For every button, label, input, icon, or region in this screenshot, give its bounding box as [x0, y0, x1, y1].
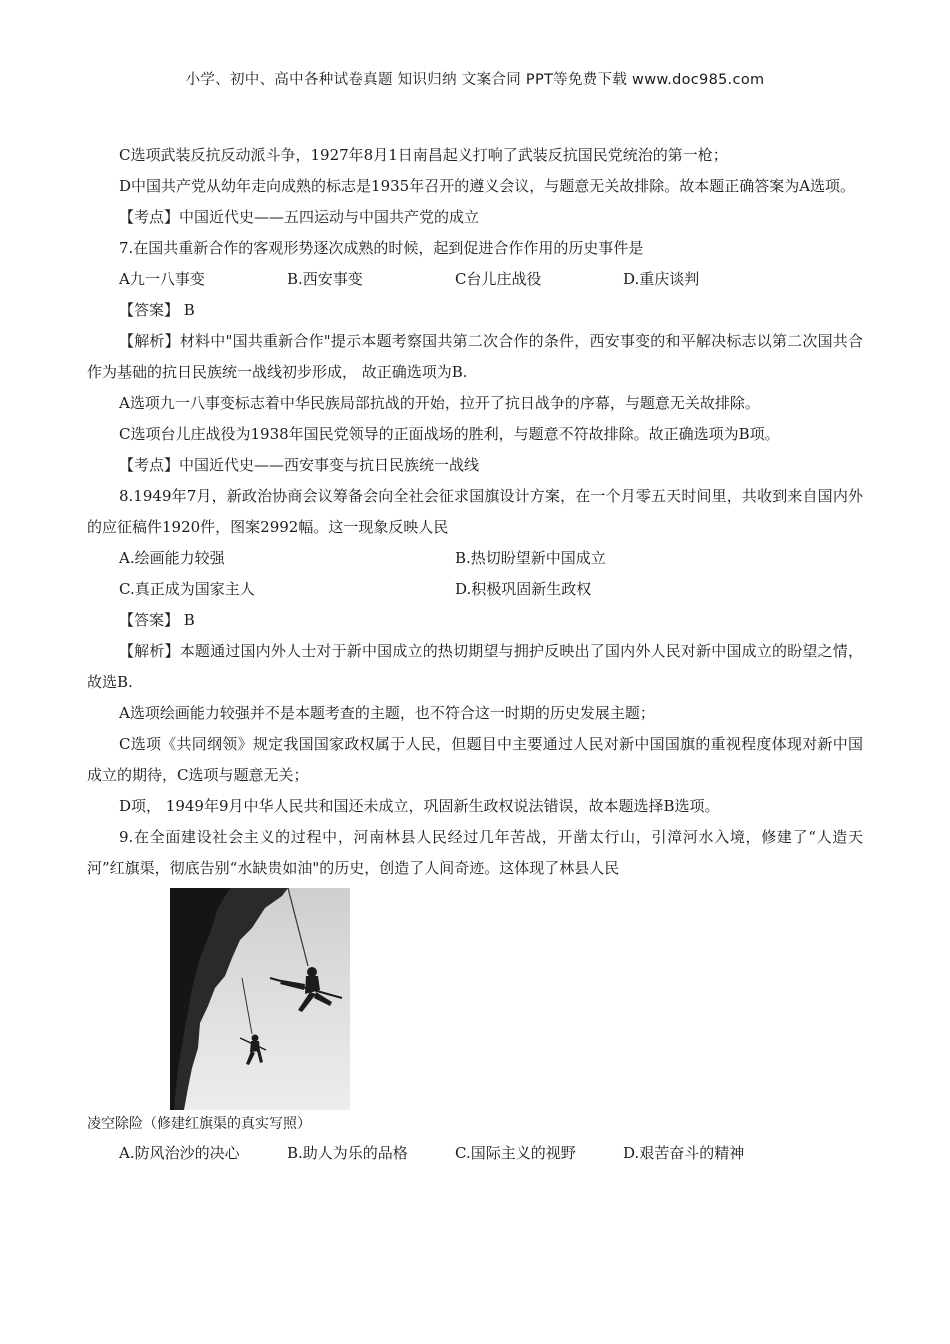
q6-kaodian: 【考点】中国近代史——五四运动与中国共产党的成立: [119, 208, 480, 226]
q7-kaodian: 【考点】中国近代史——西安事变与抗日民族统一战线: [119, 456, 480, 474]
q8-option-d-explanation: D项， 1949年9月中华人民共和国还未成立，巩固新生政权说法错误，故本题选择B选项。: [119, 797, 720, 815]
q7-options: [87, 264, 863, 295]
q8-options-row2: [87, 574, 863, 605]
q6-option-d-explanation: D中国共产党从幼年走向成熟的标志是1935年召开的遵义会议，与题意无关故排除。故本题正确答案为A选项。: [119, 177, 856, 195]
document-body: [87, 140, 863, 1169]
q9-options: [87, 1138, 863, 1169]
q9-option-d: D.艰苦奋斗的精神: [623, 1144, 745, 1162]
q8-option-a-explanation: A选项绘画能力较强并不是本题考查的主题，也不符合这一时期的历史发展主题；: [119, 704, 655, 722]
q7-stem: 7.在国共重新合作的客观形势逐次成熟的时候，起到促进合作作用的历史事件是: [119, 239, 644, 257]
q6-option-c-explanation: C选项武装反抗反动派斗争，1927年8月1日南昌起义打响了武装反抗国民党统治的第一枪；: [119, 146, 728, 164]
q7-option-c-explanation: C选项台儿庄战役为1938年国民党领导的正面战场的胜利，与题意不符故排除。故正确选项为B项。: [119, 425, 780, 443]
q8-option-b: B.热切盼望新中国成立: [455, 549, 606, 567]
q8-option-d: D.积极巩固新生政权: [455, 580, 592, 598]
cliff-workers-photo: [170, 888, 350, 1110]
q8-option-c: C.真正成为国家主人: [119, 580, 255, 598]
q8-analysis: 【解析】本题通过国内外人士对于新中国成立的热切期望与拥护反映出了国内外人民对新中国成立的盼望之情，故选B.: [87, 642, 863, 691]
q9-stem: 9.在全面建设社会主义的过程中，河南林县人民经过几年苦战，开凿太行山，引漳河水入境，修建了“人造天河”红旗渠，彻底告别“水缺贵如油"的历史，创造了人间奇迹。这体现了林县人民: [87, 828, 863, 877]
q7-answer: 【答案】 B: [119, 301, 195, 319]
q9-option-c: C.国际主义的视野: [455, 1144, 576, 1162]
q8-options-row1: [87, 543, 863, 574]
q7-option-a: A九一八事变: [119, 270, 205, 288]
page-header: 小学、初中、高中各种试卷真题 知识归纳 文案合同 PPT等免费下载 www.doc985.com: [185, 72, 765, 88]
q9-photo: [170, 888, 350, 1110]
q7-analysis: 【解析】材料中"国共重新合作"提示本题考察国共第二次合作的条件，西安事变的和平解决标志以第二次国共合作为基础的抗日民族统一战线初步形成， 故正确选项为B.: [87, 332, 863, 381]
q7-option-c: C台儿庄战役: [455, 270, 542, 288]
q9-photo-caption: 凌空除险（修建红旗渠的真实写照）: [87, 1116, 311, 1132]
q7-option-b: B.西安事变: [287, 270, 363, 288]
q7-option-a-explanation: A选项九一八事变标志着中华民族局部抗战的开始，拉开了抗日战争的序幕，与题意无关故排除。: [119, 394, 760, 412]
q8-option-a: A.绘画能力较强: [119, 549, 225, 567]
q8-option-c-explanation: C选项《共同纲领》规定我国国家政权属于人民，但题目中主要通过人民对新中国国旗的重视程度体现对新中国成立的期待，C选项与题意无关；: [87, 735, 863, 784]
q8-stem: 8.1949年7月，新政治协商会议筹备会向全社会征求国旗设计方案，在一个月零五天时间里，共收到来自国内外的应征稿件1920件，图案2992幅。这一现象反映人民: [87, 487, 863, 536]
q9-option-a: A.防风治沙的决心: [119, 1144, 240, 1162]
q7-option-d: D.重庆谈判: [623, 270, 700, 288]
q9-option-b: B.助人为乐的品格: [287, 1144, 408, 1162]
q8-answer: 【答案】 B: [119, 611, 195, 629]
